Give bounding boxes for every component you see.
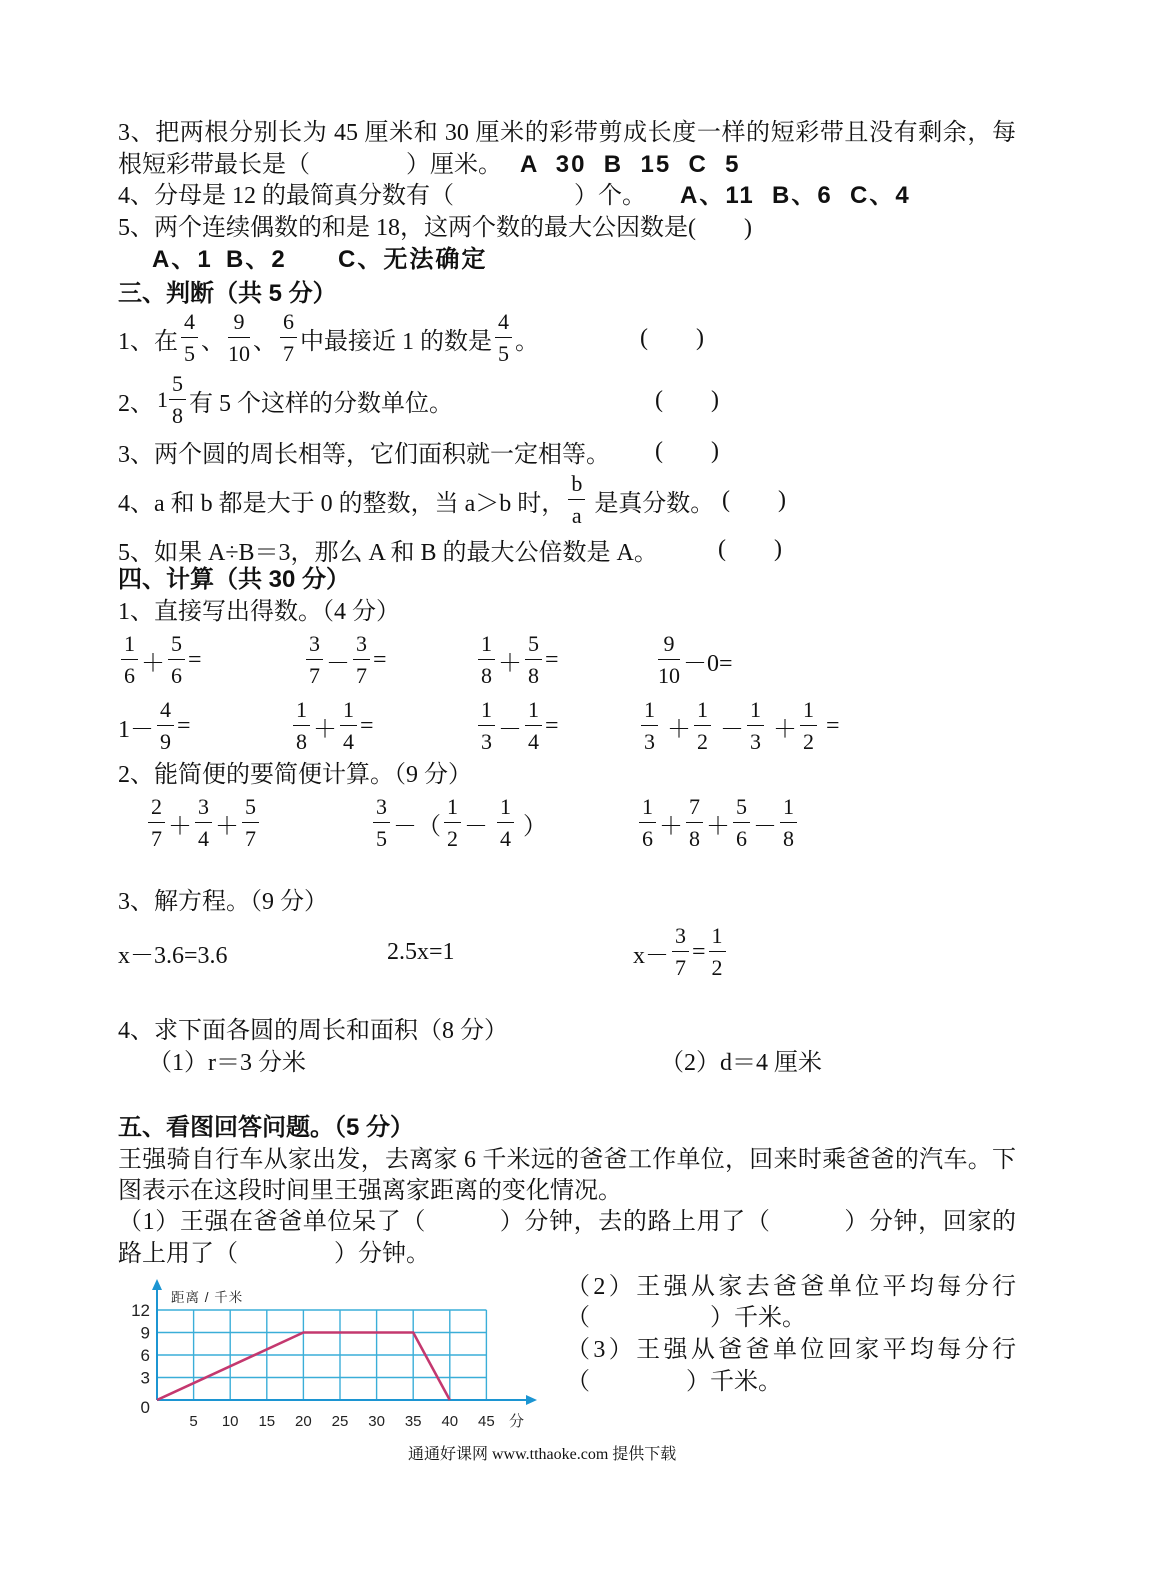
x-tick-label: 25	[331, 1413, 349, 1430]
judgment-item-1-answer-blank: ( )	[640, 325, 704, 351]
text-segment: ＋	[141, 650, 165, 677]
fraction	[495, 311, 512, 365]
y-axis-arrow	[152, 1279, 162, 1290]
fraction	[444, 796, 461, 850]
text-segment: x－3.6=3.6	[118, 942, 228, 969]
fraction	[306, 633, 323, 687]
x-tick-label: 35	[404, 1413, 422, 1430]
fraction	[157, 699, 174, 753]
x-tick-label: 20	[295, 1413, 312, 1430]
text-segment: =	[820, 712, 840, 739]
text-segment: 是真分数。	[588, 490, 715, 517]
denominator: 2	[697, 729, 708, 754]
numerator: 3	[306, 633, 323, 660]
x-axis-arrow	[526, 1395, 537, 1405]
numerator: 5	[169, 373, 186, 400]
fraction-stack	[444, 796, 461, 850]
fraction	[780, 796, 797, 850]
fraction-stack	[733, 796, 750, 850]
y-tick-label: 9	[140, 1323, 150, 1343]
simplify-expression	[636, 791, 800, 855]
calc-part-3-title: 3、解方程。（9 分）	[118, 889, 328, 915]
fraction-stack	[280, 311, 297, 365]
fraction-stack	[242, 796, 259, 850]
fraction	[747, 699, 764, 753]
fraction	[525, 699, 542, 753]
oral-calc-expression	[638, 694, 840, 758]
fraction-stack	[747, 699, 764, 753]
denominator: 8	[528, 663, 539, 688]
judgment-item-5-answer-blank: ( )	[718, 536, 782, 562]
denominator: 10	[658, 663, 680, 688]
fraction-stack	[168, 633, 185, 687]
fraction	[733, 796, 750, 850]
fraction-stack	[181, 311, 198, 365]
fraction-stack	[639, 796, 656, 850]
text-segment: =	[360, 712, 374, 739]
numerator: 1	[639, 796, 656, 823]
text-segment: 中最接近 1 的数是	[300, 328, 492, 355]
numerator: 5	[168, 633, 185, 660]
fraction	[525, 633, 542, 687]
denominator: 8	[689, 826, 700, 851]
circle-item-2: （2）d＝4 厘米	[660, 1050, 822, 1076]
text-segment: －	[714, 716, 744, 743]
fraction	[195, 796, 212, 850]
denominator: 6	[642, 826, 653, 851]
fraction	[340, 699, 357, 753]
text-segment: 4、a 和 b 都是大于 0 的整数，当 a＞b 时，	[118, 490, 566, 517]
fraction	[121, 633, 138, 687]
choice-question-5: 5、两个连续偶数的和是 18，这两个数的最大公因数是( )	[118, 215, 752, 241]
y-tick-label: 3	[140, 1368, 150, 1388]
text-segment: =	[692, 938, 706, 965]
graph-question-1-line-2: 路上用了（ ）分钟。	[118, 1241, 430, 1267]
fraction-stack	[780, 796, 797, 850]
numerator: 1	[800, 699, 817, 726]
numerator: 1	[641, 699, 658, 726]
fraction	[148, 796, 165, 850]
text-segment: =	[545, 646, 559, 673]
fraction-stack	[228, 311, 250, 365]
denominator: 10	[228, 341, 250, 366]
fraction	[478, 699, 495, 753]
fraction-stack	[658, 633, 680, 687]
denominator: 7	[356, 663, 367, 688]
denominator: 4	[500, 826, 511, 851]
fraction-stack	[525, 633, 542, 687]
denominator: 8	[296, 729, 307, 754]
judgment-section-heading: 三、判断（共 5 分）	[118, 280, 337, 307]
choice-question-3-line-2: 根短彩带最长是（ ）厘米。	[118, 152, 502, 178]
numerator: 3	[195, 796, 212, 823]
fraction	[373, 796, 390, 850]
text-segment: 2.5x=1	[387, 938, 455, 965]
judgment-item-1	[118, 306, 539, 370]
fraction-stack	[121, 633, 138, 687]
text-segment: －（	[393, 813, 441, 840]
denominator: 2	[711, 955, 723, 980]
judgment-item-2-answer-blank: ( )	[655, 387, 719, 413]
fraction-stack	[157, 699, 174, 753]
text-segment: 2、	[118, 390, 154, 417]
fraction-stack	[293, 699, 310, 753]
fraction	[228, 311, 250, 365]
text-segment: ＋	[767, 716, 797, 743]
text-segment: 3、两个圆的周长相等，它们面积就一定相等。	[118, 441, 610, 468]
denominator: 2	[447, 826, 458, 851]
judgment-item-3-answer-blank: ( )	[655, 438, 719, 464]
oral-calc-expression	[290, 694, 374, 758]
denominator: 5	[376, 826, 387, 851]
text-segment: =	[545, 712, 559, 739]
fraction	[242, 796, 259, 850]
text-segment: ＋	[313, 716, 337, 743]
denominator: 5	[498, 341, 509, 366]
simplify-expression	[145, 791, 262, 855]
denominator: 5	[184, 341, 195, 366]
denominator: 8	[172, 403, 183, 428]
choice-question-3-line-1: 3、把两根分别长为 45 厘米和 30 厘米的彩带剪成长度一样的短彩带且没有剩余，每	[118, 120, 1016, 146]
text-segment: 1－	[118, 716, 154, 743]
numerator: 2	[148, 796, 165, 823]
fraction	[686, 796, 703, 850]
calculation-section-heading: 四、计算（共 30 分）	[118, 566, 351, 593]
denominator: 6	[124, 663, 135, 688]
numerator: 1	[497, 796, 514, 823]
fraction	[181, 311, 198, 365]
footer-credit: 通通好课网 www.tthaoke.com 提供下载	[408, 1446, 677, 1463]
numerator: 4	[495, 311, 512, 338]
numerator: 5	[733, 796, 750, 823]
graph-question-3-line-1: （3）王强从爸爸单位回家平均每分行	[566, 1337, 1016, 1363]
fraction	[709, 925, 726, 979]
numerator: 5	[525, 633, 542, 660]
text-segment: ＋	[659, 813, 683, 840]
fraction	[280, 311, 297, 365]
fraction-stack	[672, 925, 689, 979]
choice-question-4: 4、分母是 12 的最简真分数有（ ）个。	[118, 183, 646, 209]
text-segment: 1、在	[118, 328, 178, 355]
text-segment: =	[373, 646, 387, 673]
x-tick-label: 40	[441, 1413, 459, 1430]
denominator: 7	[309, 663, 320, 688]
denominator: 3	[750, 729, 761, 754]
fraction	[168, 633, 185, 687]
numerator: b	[568, 473, 585, 500]
graph-question-2-line-1: （2）王强从家去爸爸单位平均每分行	[566, 1274, 1016, 1300]
oral-calc-expression	[303, 628, 387, 692]
whole-part: 1	[157, 387, 168, 412]
numerator: 5	[242, 796, 259, 823]
denominator: 6	[171, 663, 182, 688]
graph-question-2-line-2: （ ）千米。	[566, 1305, 806, 1331]
fraction-stack	[694, 699, 711, 753]
fraction	[293, 699, 310, 753]
fraction-stack	[800, 699, 817, 753]
numerator: 1	[444, 796, 461, 823]
fraction-stack	[497, 796, 514, 850]
text-segment: －0=	[683, 650, 733, 677]
numerator: 1	[340, 699, 357, 726]
denominator: 3	[644, 729, 655, 754]
fraction	[672, 925, 689, 979]
denominator: 6	[736, 826, 747, 851]
numerator: 1	[780, 796, 797, 823]
fraction-stack	[709, 925, 726, 979]
fraction	[639, 796, 656, 850]
text-segment: －	[498, 716, 522, 743]
fraction	[497, 796, 514, 850]
fraction-stack	[353, 633, 370, 687]
denominator: 9	[160, 729, 171, 754]
text-segment: =	[177, 712, 191, 739]
text-segment: ＋	[215, 813, 239, 840]
graph-question-3-line-2: （ ）千米。	[566, 1369, 782, 1395]
choice-question-3-options: A 30 B 15 C 5	[520, 151, 741, 178]
numerator: 1	[478, 633, 495, 660]
numerator: 7	[686, 796, 703, 823]
text-segment: 。	[515, 328, 539, 355]
fraction-stack	[641, 699, 658, 753]
numerator: 1	[525, 699, 542, 726]
fraction	[353, 633, 370, 687]
equation	[387, 920, 455, 984]
fraction-stack	[478, 699, 495, 753]
numerator: 4	[181, 311, 198, 338]
x-axis-label: 分	[509, 1413, 525, 1430]
oral-calc-expression	[475, 694, 559, 758]
fraction-stack	[306, 633, 323, 687]
denominator: 4	[343, 729, 354, 754]
simplify-expression	[370, 791, 547, 855]
choice-question-5-option-b: B、2	[226, 246, 287, 273]
x-tick-label: 30	[368, 1413, 385, 1430]
calc-part-2-title: 2、能简便的要简便计算。（9 分）	[118, 762, 472, 788]
oral-calc-expression	[655, 628, 733, 692]
text-segment: ）	[517, 813, 547, 840]
choice-question-5-option-a: A、1	[152, 246, 213, 273]
denominator: 7	[245, 826, 256, 851]
denominator: 4	[528, 729, 539, 754]
fraction-stack	[195, 796, 212, 850]
denominator: 7	[151, 826, 162, 851]
y-axis-label: 距离 / 千米	[171, 1290, 244, 1305]
numerator: 1	[709, 925, 726, 952]
equation	[633, 920, 729, 984]
denominator: 7	[283, 341, 294, 366]
fraction	[694, 699, 711, 753]
numerator: 1	[121, 633, 138, 660]
numerator: 1	[478, 699, 495, 726]
text-segment: ＋	[661, 716, 691, 743]
fraction	[478, 633, 495, 687]
text-segment: 、	[253, 328, 277, 355]
fraction-stack	[495, 311, 512, 365]
denominator: a	[571, 503, 582, 528]
x-tick-label: 5	[189, 1413, 198, 1430]
oral-calc-expression	[118, 628, 202, 692]
graph-intro-line-2: 图表示在这段时间里王强离家距离的变化情况。	[118, 1178, 622, 1204]
fraction	[658, 633, 680, 687]
judgment-item-4-answer-blank: ( )	[722, 487, 786, 513]
choice-question-4-options: A、11 B、6 C、4	[680, 182, 911, 209]
numerator: 3	[373, 796, 390, 823]
y-tick-label: 12	[131, 1301, 150, 1320]
numerator: 1	[293, 699, 310, 726]
x-tick-label: 10	[221, 1413, 239, 1430]
numerator: 4	[157, 699, 174, 726]
numerator: 3	[353, 633, 370, 660]
text-segment: 5、如果 A÷B＝3，那么 A 和 B 的最大公倍数是 A。	[118, 539, 658, 566]
fraction-stack	[525, 699, 542, 753]
text-segment: －	[753, 813, 777, 840]
numerator: 6	[280, 311, 297, 338]
text-segment: x－	[633, 942, 669, 969]
equation	[118, 920, 228, 984]
x-tick-label: 45	[478, 1413, 495, 1430]
text-segment: 有 5 个这样的分数单位。	[189, 390, 453, 417]
text-segment: 、	[201, 328, 225, 355]
denominator: 4	[198, 826, 209, 851]
fraction-stack	[148, 796, 165, 850]
numerator: 1	[747, 699, 764, 726]
graph-question-1-line-1: （1）王强在爸爸单位呆了（ ）分钟，去的路上用了（ ）分钟，回家的	[118, 1209, 1016, 1235]
numerator: 9	[658, 633, 680, 660]
text-segment: －	[326, 650, 350, 677]
fraction	[800, 699, 817, 753]
text-segment: =	[188, 646, 202, 673]
denominator: 7	[675, 955, 686, 980]
oral-calc-expression	[475, 628, 559, 692]
text-segment: －	[464, 813, 494, 840]
numerator: 9	[228, 311, 250, 338]
numerator: 3	[672, 925, 689, 952]
fraction-stack	[686, 796, 703, 850]
choice-question-5-option-c: C、无法确定	[338, 246, 488, 273]
fraction-stack	[340, 699, 357, 753]
text-segment: ＋	[706, 813, 730, 840]
graph-intro-line-1: 王强骑自行车从家出发，去离家 6 千米远的爸爸工作单位，回来时乘爸爸的汽车。下	[118, 1147, 1016, 1173]
y-tick-label: 0	[140, 1398, 150, 1417]
denominator: 2	[803, 729, 814, 754]
fraction	[641, 699, 658, 753]
fraction-stack	[373, 796, 390, 850]
text-segment: ＋	[498, 650, 522, 677]
denominator: 8	[783, 826, 794, 851]
calc-part-1-title: 1、直接写出得数。（4 分）	[118, 599, 400, 625]
graph-section-heading: 五、看图回答问题。（5 分）	[118, 1114, 415, 1141]
calc-part-4-title: 4、求下面各圆的周长和面积（8 分）	[118, 1018, 508, 1044]
x-tick-label: 15	[258, 1413, 276, 1430]
distance-time-chart	[118, 1276, 558, 1438]
fraction-stack	[478, 633, 495, 687]
numerator: 1	[694, 699, 711, 726]
text-segment: ＋	[168, 813, 192, 840]
circle-item-1: （1）r＝3 分米	[148, 1050, 306, 1076]
y-tick-label: 6	[140, 1346, 150, 1365]
denominator: 3	[481, 729, 492, 754]
oral-calc-expression	[118, 694, 191, 758]
denominator: 8	[481, 663, 492, 688]
